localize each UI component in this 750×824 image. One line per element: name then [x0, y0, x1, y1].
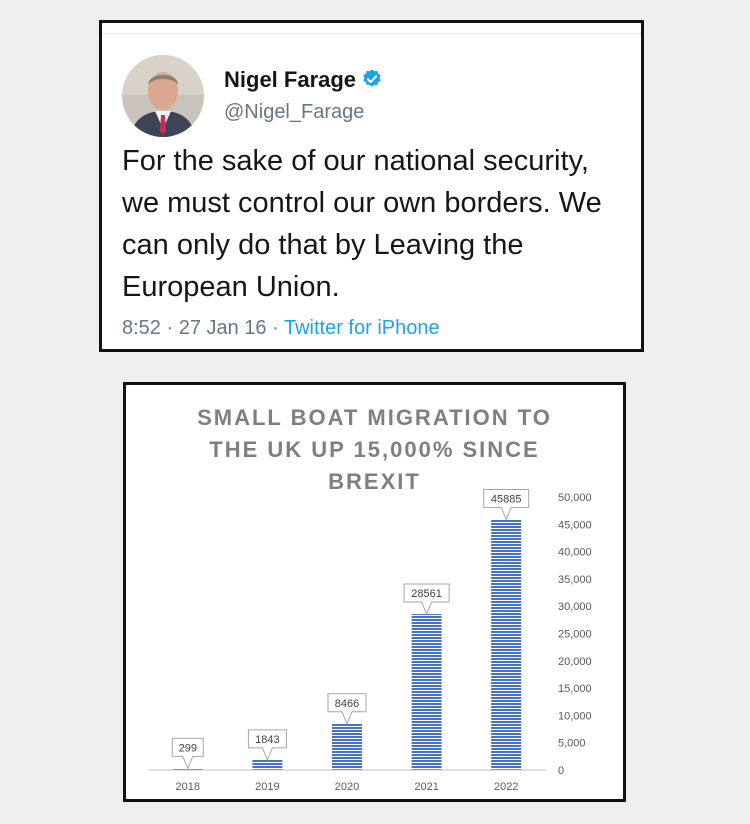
tweet-meta: [122, 317, 440, 340]
bar: [412, 614, 442, 770]
y-tick-label: 25,000: [558, 628, 592, 641]
y-tick-label: 20,000: [558, 655, 592, 668]
bar-chart: [126, 385, 623, 799]
bar: [252, 760, 282, 770]
divider: [102, 33, 641, 34]
x-tick-label: 2021: [414, 781, 439, 793]
tweet-text: For the sake of our national security, we must control our own borders. We can only do that by Leaving the European Union.: [122, 145, 602, 303]
y-tick-label: 15,000: [558, 683, 592, 696]
x-tick-label: 2020: [334, 781, 360, 793]
bar: [332, 724, 362, 770]
chart-card: [123, 382, 626, 802]
tweet-timestamp[interactable]: 8:52 · 27 Jan 16 ·: [122, 317, 284, 339]
chart-title-line: SMALL BOAT MIGRATION TO: [197, 405, 552, 430]
y-tick-label: 0: [558, 765, 565, 777]
y-tick-label: 30,000: [558, 601, 592, 614]
chart-title-line: THE UK UP 15,000% SINCE: [209, 437, 540, 462]
y-tick-label: 35,000: [558, 573, 592, 586]
data-label: 8466: [334, 697, 360, 710]
author-handle[interactable]: @Nigel_Farage: [224, 101, 365, 123]
tweet-source-link[interactable]: Twitter for iPhone: [283, 317, 440, 339]
chart-title-line: BREXIT: [328, 469, 421, 494]
y-tick-label: 5,000: [558, 737, 586, 750]
x-tick-label: 2022: [493, 781, 519, 793]
verified-badge-icon: [361, 68, 383, 90]
y-tick-label: 10,000: [558, 710, 592, 723]
y-tick-label: 50,000: [558, 492, 592, 504]
y-tick-label: 45,000: [558, 519, 592, 532]
data-label: 1843: [255, 733, 280, 746]
author-name[interactable]: Nigel Farage: [224, 67, 357, 92]
data-label: 45885: [490, 493, 522, 506]
x-tick-label: 2018: [175, 781, 201, 793]
data-label: 299: [178, 742, 197, 755]
data-label: 28561: [411, 588, 442, 601]
y-tick-label: 40,000: [558, 546, 592, 559]
bar: [491, 519, 521, 770]
tweet-card: [99, 20, 644, 352]
x-tick-label: 2019: [255, 781, 280, 793]
avatar[interactable]: [122, 55, 204, 137]
